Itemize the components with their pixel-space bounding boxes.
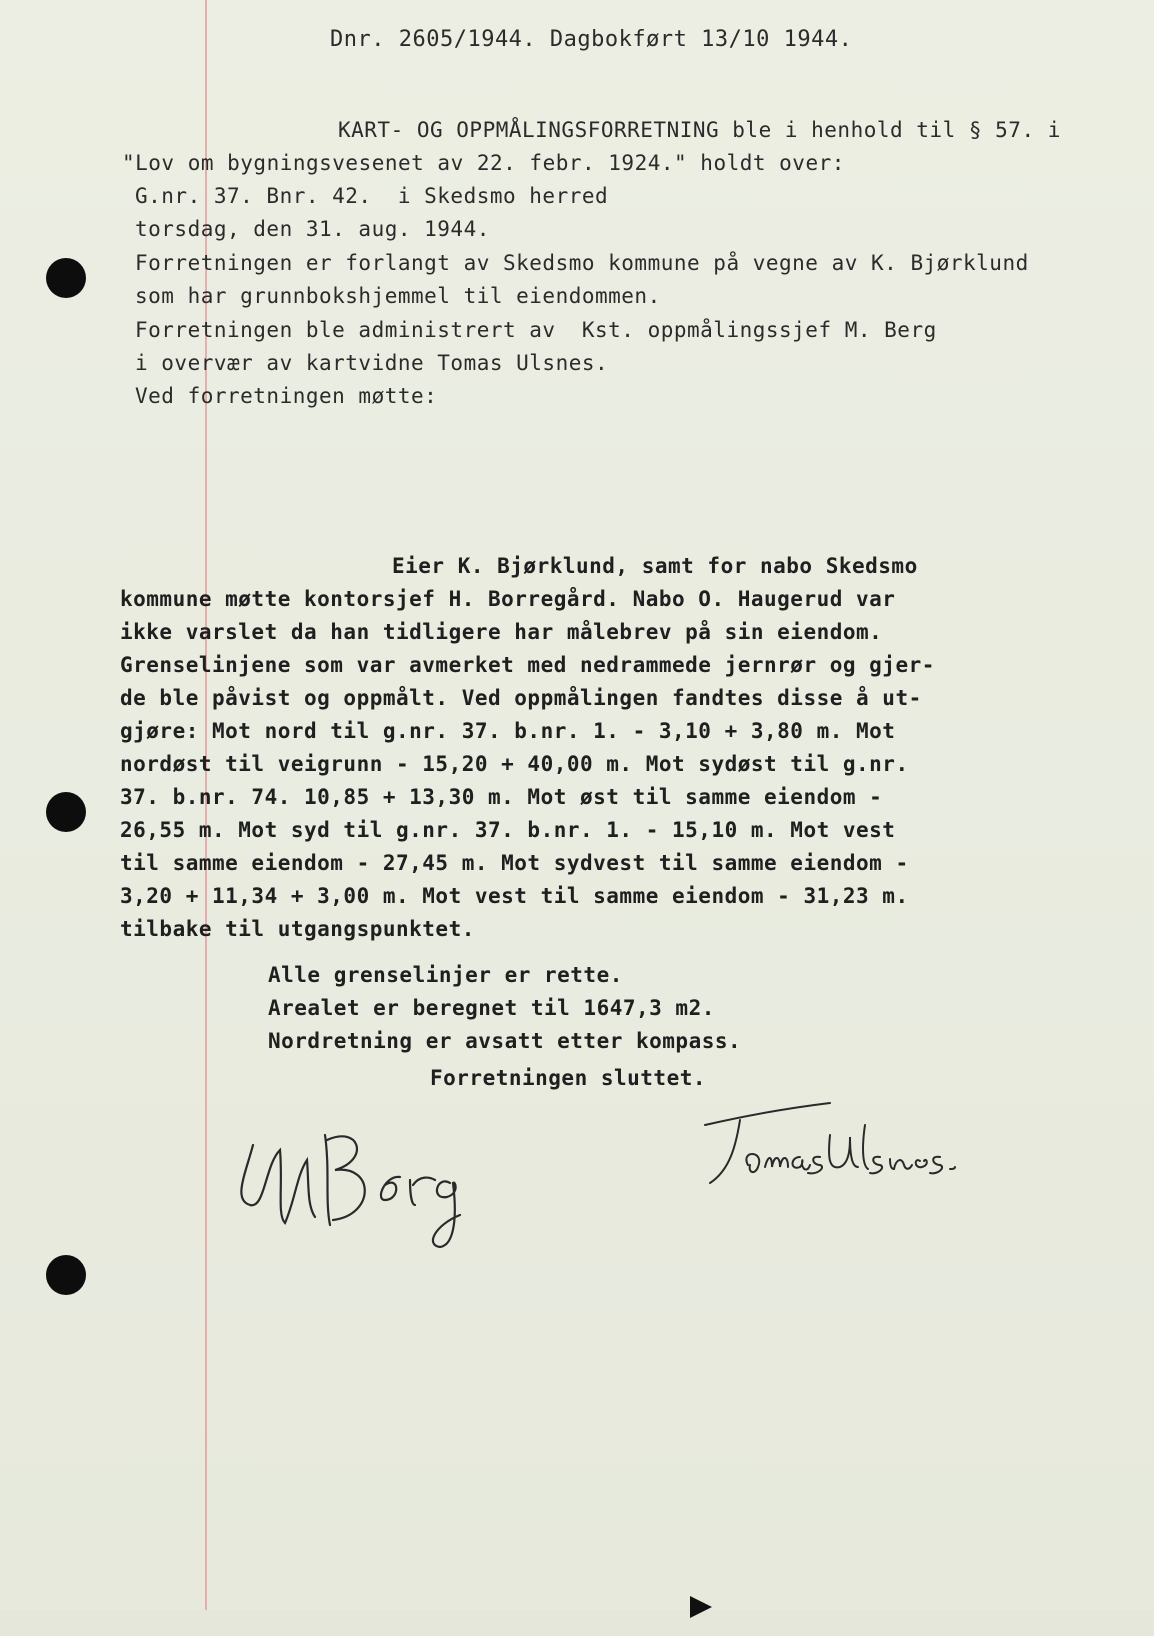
body-line: tilbake til utgangspunktet. — [120, 917, 475, 941]
body-line: de ble påvist og oppmålt. Ved oppmålingen fandtes disse å ut- — [120, 686, 922, 710]
page-marker-icon — [690, 1596, 712, 1618]
closing-line: Arealet er beregnet til 1647,3 m2. — [268, 996, 715, 1020]
intro-line: torsdag, den 31. aug. 1944. — [135, 217, 490, 241]
intro-line: Ved forretningen møtte: — [135, 384, 438, 408]
body-line: gjøre: Mot nord til g.nr. 37. b.nr. 1. - 3,10 + 3,80 m. Mot — [120, 719, 896, 743]
scan-edge — [0, 1610, 1154, 1636]
closing-line: Nordretning er avsatt etter kompass. — [268, 1029, 742, 1053]
punch-hole-icon — [46, 1255, 86, 1295]
closing-line: Forretningen sluttet. — [430, 1066, 707, 1090]
punch-hole-icon — [46, 792, 86, 832]
body-line: 3,20 + 11,34 + 3,00 m. Mot vest til samme eiendom - 31,23 m. — [120, 884, 909, 908]
punch-hole-icon — [46, 258, 86, 298]
body-line: nordøst til veigrunn - 15,20 + 40,00 m. Mot sydøst til g.nr. — [120, 752, 909, 776]
body-line: Eier K. Bjørklund, samt for nabo Skedsmo — [392, 554, 918, 578]
body-line: 26,55 m. Mot syd til g.nr. 37. b.nr. 1. - 15,10 m. Mot vest — [120, 818, 896, 842]
body-line: 37. b.nr. 74. 10,85 + 13,30 m. Mot øst til samme eiendom - — [120, 785, 883, 809]
body-line: ikke varslet da han tidligere har målebrev på sin eiendom. — [120, 620, 883, 644]
intro-line: KART- OG OPPMÅLINGSFORRETNING ble i henhold til § 57. i — [338, 118, 1061, 142]
body-line: til samme eiendom - 27,45 m. Mot sydvest til samme eiendom - — [120, 851, 909, 875]
signature-tomas-ulsnes — [700, 1095, 1000, 1195]
closing-line: Alle grenselinjer er rette. — [268, 963, 623, 987]
body-line: Grenselinjene som var avmerket med nedrammede jernrør og gjer- — [120, 653, 935, 677]
intro-line: Forretningen er forlangt av Skedsmo kommune på vegne av K. Bjørklund — [135, 251, 1029, 275]
signature-m-berg — [225, 1105, 545, 1255]
intro-line: "Lov om bygningsvesenet av 22. febr. 1924." holdt over: — [122, 151, 845, 175]
intro-line: G.nr. 37. Bnr. 42. i Skedsmo herred — [135, 184, 609, 208]
intro-line: som har grunnbokshjemmel til eiendommen. — [135, 284, 661, 308]
body-line: kommune møtte kontorsjef H. Borregård. Nabo O. Haugerud var — [120, 587, 896, 611]
document-header: Dnr. 2605/1944. Dagbokført 13/10 1944. — [330, 27, 853, 52]
intro-line: Forretningen ble administrert av Kst. oppmålingssjef M. Berg — [135, 318, 937, 342]
intro-line: i overvær av kartvidne Tomas Ulsnes. — [135, 351, 609, 375]
